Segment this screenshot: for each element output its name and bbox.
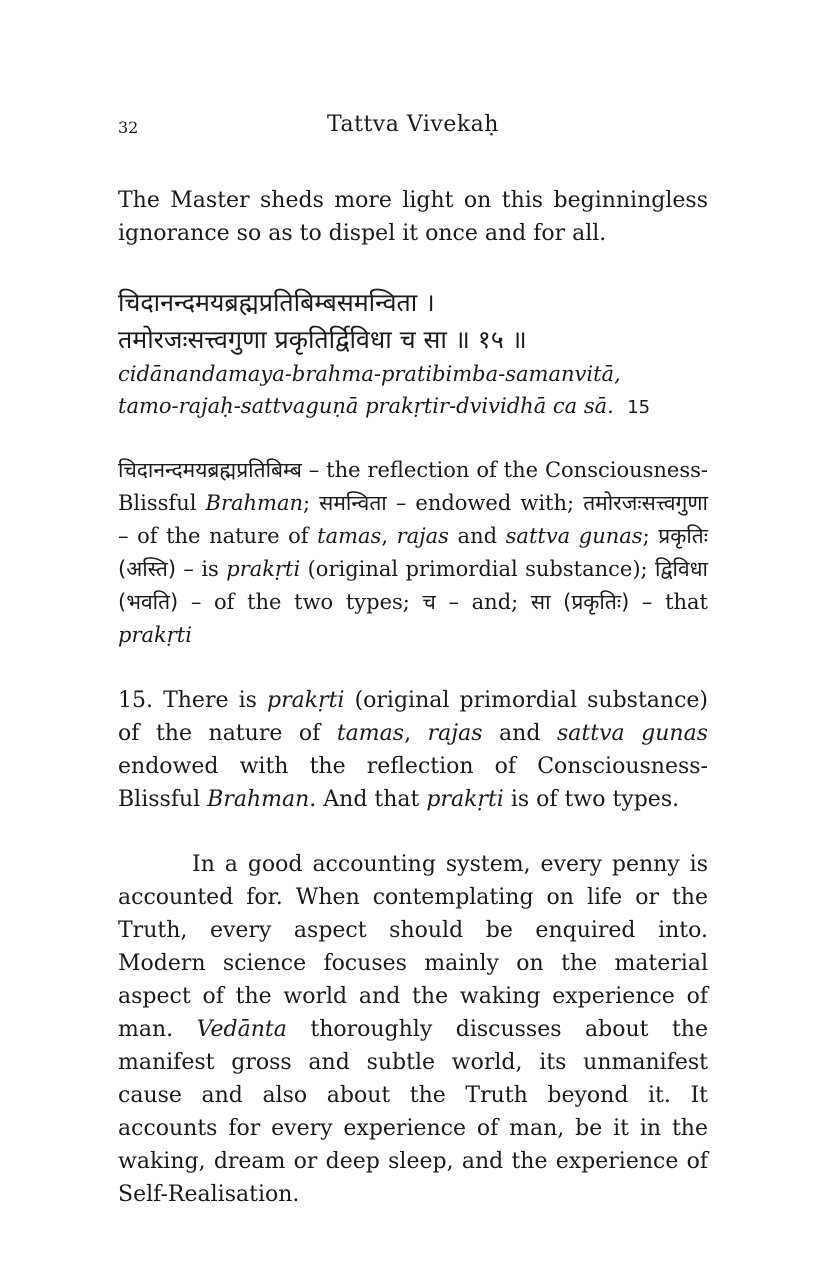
gloss-emphasis: Brahman [205, 491, 303, 515]
gloss-emphasis: prakṛti [118, 623, 192, 647]
translation-text: 15. There is [118, 688, 268, 713]
intro-paragraph: The Master sheds more light on this beginningless ignorance so as to dispel it once and for all. [118, 188, 708, 246]
translation-text: . And that [309, 787, 427, 812]
commentary-emphasis: Vedānta [196, 1017, 287, 1042]
translation-text: and [482, 721, 557, 746]
gloss-term: प्रकृतिः (अस्ति) [118, 524, 708, 581]
gloss-term: चिदानन्दमयब्रह्मप्रतिबिम्ब [118, 458, 302, 482]
gloss-emphasis: prakṛti [226, 557, 301, 581]
translation-emphasis: prakṛti [426, 787, 504, 812]
verse-transliteration-line-2 [118, 390, 708, 424]
gloss-emphasis: rajas [396, 524, 449, 548]
gloss-definition: – of the two types; [178, 590, 423, 614]
verse-block [118, 284, 708, 424]
verse-transliteration-line-1: cidānandamaya-brahma-pratibimba-samanvitā, [118, 362, 621, 386]
gloss-definition: – and; [435, 590, 531, 614]
translation-text: , [404, 721, 428, 746]
verse-number: 15 [627, 397, 651, 418]
translation-emphasis: prakṛti [267, 688, 345, 713]
commentary-text: thoroughly discusses about the manifest gross and subtle world, its unmanifest cause and also about the Truth beyond it. It accounts for every experience of man, be it in the waking, dream or deep sleep, and the experience of Self-Realisation. [118, 1017, 708, 1207]
translation-emphasis: sattva gunas [556, 721, 708, 746]
gloss-term: सा (प्रकृतिः) [530, 590, 630, 614]
running-head [118, 112, 708, 144]
gloss-definition: (original primordial substance); [300, 557, 656, 581]
gloss-definition: – that [629, 590, 708, 614]
verse-translation [118, 684, 708, 816]
translation-text: is of two types. [503, 787, 680, 812]
gloss-term: तमोरजःसत्त्वगुणा [583, 491, 708, 515]
gloss-definition: – is [176, 557, 227, 581]
translation-emphasis: rajas [427, 721, 483, 746]
translation-emphasis: tamas [336, 721, 405, 746]
page-number: 32 [118, 118, 139, 137]
header-title: Tattva Vivekaḥ [327, 112, 499, 137]
translation-emphasis: Brahman [207, 787, 310, 812]
translation-text: endowed with the reflection of Consciousness-Blissful [118, 754, 708, 812]
transliteration-text: tamo-rajaḥ-sattvaguṇā prakṛtir-dvividhā ca sā. [118, 394, 614, 418]
gloss-term: द्विविधा (भवति) [118, 557, 708, 614]
commentary-paragraph [118, 848, 708, 1211]
book-page [118, 112, 708, 1211]
gloss-term: समन्विता [319, 491, 387, 515]
gloss-definition: – the reflection of the Consciousness-Blissful [118, 458, 708, 515]
gloss-emphasis: sattva gunas [505, 524, 643, 548]
translation-text: (original primordial substance) of the nature of [118, 688, 708, 746]
gloss-definition: – endowed with; [386, 491, 584, 515]
commentary-text: In a good accounting system, every penny is accounted for. When contemplating on life or the Truth, every aspect should be enquired into. Modern science focuses mainly on the material aspect of the world and the waking experience of man. [118, 852, 708, 1042]
gloss-definition: and [448, 524, 506, 548]
word-meaning-gloss [118, 454, 708, 652]
gloss-emphasis: tamas [317, 524, 382, 548]
gloss-definition: ; [642, 524, 659, 548]
verse-devanagari-line-1: चिदानन्दमयब्रह्मप्रतिबिम्बसमन्विता । [118, 288, 435, 317]
verse-devanagari-line-2: तमोरजःसत्त्वगुणा प्रकृतिर्द्विविधा च सा ॥ १५ ॥ [118, 325, 527, 354]
gloss-definition: ; [303, 491, 320, 515]
gloss-definition: – of the nature of [118, 524, 318, 548]
gloss-definition: , [381, 524, 397, 548]
gloss-term: च [422, 590, 436, 614]
